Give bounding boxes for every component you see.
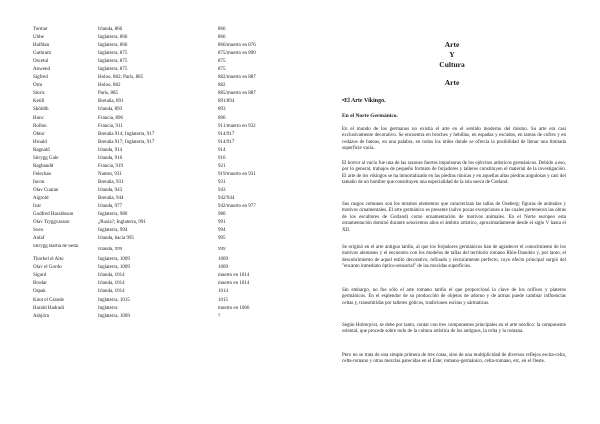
ruler-name: Ivar <box>33 204 42 210</box>
ruler-place: Irlanda, 1014 <box>98 281 125 287</box>
ruler-date: 1009 <box>218 257 228 263</box>
table-row <box>33 243 288 256</box>
ruler-name: Sigfred <box>33 75 48 81</box>
ruler-name: Oscetul <box>33 59 49 65</box>
ruler-table <box>33 26 288 321</box>
ruler-name: Asbjörn <box>33 313 50 319</box>
ruler-place: Holoo, 882 <box>98 83 121 89</box>
section-heading: •El Arte Vikingo. <box>342 98 386 104</box>
ruler-date: 911/muerto en 932 <box>218 123 256 129</box>
table-row <box>33 203 288 211</box>
table-row <box>33 171 288 179</box>
ruler-name: Rollon <box>33 123 47 129</box>
ruler-name: Brodar <box>33 281 47 287</box>
table-row <box>33 256 288 264</box>
ruler-name: Aigrold <box>33 195 49 201</box>
ruler-name: Tormar <box>33 27 48 32</box>
ruler-name: Sinric <box>33 91 45 97</box>
ruler-place: Irlanda, 977 <box>98 204 123 210</box>
ruler-place: Francia, 896 <box>98 115 123 121</box>
table-row <box>33 227 288 235</box>
ruler-place: Inglaterra, 875 <box>98 59 128 65</box>
ruler-place: Inglaterra, 994 <box>98 228 128 234</box>
ruler-name: Orm <box>33 83 43 89</box>
table-row <box>33 106 288 114</box>
ruler-place: Inglaterra, 1015 <box>98 297 130 303</box>
title-line-1: Arte <box>444 40 460 49</box>
ruler-date: 942/944 <box>218 195 235 201</box>
table-row <box>33 147 288 155</box>
ruler-name: Olav Cuaran <box>33 187 59 193</box>
paragraph-1: En el mundo de los germanos no existía el arte en el sentido moderno del mismo. Su arte era casi exclusivamente decorativo. Se encuentra en broches y hebillas, en espadas y escudos, en tareas de cofres y en cedazos de batoas, en una palabra, en todos los útiles donde se ofrecía la posibilidad de llenar una limitada superficie vacía. <box>342 127 566 152</box>
table-row <box>33 98 288 106</box>
ruler-date: 994 <box>218 228 226 234</box>
subsection-heading: En el Norte Germánico. <box>342 113 398 119</box>
ruler-name: Anlaf <box>33 236 45 242</box>
ruler-place: Inglaterra, 866 <box>98 35 128 41</box>
ruler-place: Irlanda, 866 <box>98 27 123 32</box>
ruler-place: Irlanda, 999 <box>98 247 123 253</box>
table-row <box>33 235 288 243</box>
table-row <box>33 26 288 34</box>
ruler-date: 866/muerto en 876 <box>218 43 256 49</box>
table-row <box>33 74 288 82</box>
ruler-date: 866 <box>218 27 226 32</box>
ruler-place: Inglaterra, 1069 <box>98 313 130 319</box>
ruler-date: 885/muerto en 887 <box>218 91 256 97</box>
ruler-place: Irlanda, 1014 <box>98 289 125 295</box>
table-row <box>33 305 288 313</box>
ruler-date: 875 <box>218 59 226 65</box>
ruler-place: Inglaterra, 875 <box>98 51 128 57</box>
ruler-name: Incon <box>33 179 45 185</box>
ruler-date: muerto en 1066 <box>218 305 250 311</box>
ruler-name: Ohtor <box>33 131 45 137</box>
ruler-place: Bretaña, 944 <box>98 195 124 201</box>
ruler-date: 914/917 <box>218 139 235 145</box>
ruler-place: Irlanda, hacia 995 <box>98 236 134 242</box>
table-row <box>33 264 288 272</box>
ruler-place: Francia, 919 <box>98 163 123 169</box>
ruler-place: Inglaterra, 1009 <box>98 265 130 271</box>
paragraph-5: Sin embargo, no fue sólo el arte romano tardío el que proporcionó la clave de los orífices y plateros germánicos. En el esplendor de su producción de objetos de adorno y de armas puede cambiar influencias celtas y, transmitidas por talleres góticos, tradiciones escitas y sármaticas. <box>342 288 566 306</box>
ruler-date: 914 <box>218 147 226 153</box>
ruler-date: 891/894 <box>218 99 235 105</box>
ruler-date: ? <box>218 313 221 319</box>
ruler-date: 980 <box>218 212 226 218</box>
ruler-date: 866 <box>218 35 226 41</box>
ruler-date: 875 <box>218 67 226 73</box>
ruler-date: 882 <box>218 83 226 89</box>
table-row <box>33 297 288 305</box>
ruler-name: Felechan <box>33 171 52 177</box>
table-row <box>33 179 288 187</box>
ruler-place: Nantes, 931 <box>98 171 122 177</box>
ruler-place: Inglaterra, 875 <box>98 67 128 73</box>
ruler-place: Irlanda, 914 <box>98 147 123 153</box>
ruler-name: Ragnald <box>33 147 50 153</box>
ruler-name: Olav el Gordo <box>33 265 62 271</box>
ruler-place: Bretaña 917; Inglaterra, 917 <box>98 139 155 145</box>
ruler-name: Ragbandd <box>33 163 54 169</box>
paragraph-4: Se originó en el arte antiguo tardío, al que los forjadores germánicos han de agradecer el conocimiento de los motivos alemanes y el encuentro con los modelos de tallas del territorio romano Rhin-Danubio y, por tanto, el descubrimiento de aquel estilo decorativo, refinado y técnicamente perfecto, cuyo efecto principal surgió del "encanto inmediato óptico-sensorial" de las movidas superficies. <box>342 245 566 270</box>
ruler-date: 875/muerto en 890 <box>218 51 256 57</box>
ruler-name: Ubbe <box>33 35 44 41</box>
ruler-name: Anwend <box>33 67 50 73</box>
table-row <box>33 66 288 74</box>
ruler-name: Ketill <box>33 99 45 105</box>
table-row <box>33 272 288 280</box>
ruler-place: ¿Rusia?; Inglaterra, 991 <box>98 220 146 226</box>
table-row <box>33 50 288 58</box>
ruler-place: Irlanda, 943 <box>98 187 123 193</box>
ruler-name: Hroald <box>33 139 47 145</box>
ruler-name: Sven <box>33 228 43 234</box>
table-row <box>33 313 288 321</box>
ruler-place: Inglaterra, 1009 <box>98 257 130 263</box>
ruler-date: 919/muerto en 931 <box>218 171 256 177</box>
ruler-place: Irlanda, 1014 <box>98 273 125 279</box>
ruler-place: Inglaterra <box>98 305 118 311</box>
ruler-date: 896 <box>218 115 226 121</box>
title-line-2: Y <box>449 50 455 59</box>
table-row <box>33 195 288 203</box>
table-row <box>33 82 288 90</box>
ruler-date: muerto en 1014 <box>218 273 250 279</box>
ruler-place: Bretaña 914; Inglaterra, 917 <box>98 131 155 137</box>
ruler-date: 1015 <box>218 297 228 303</box>
ruler-name: Sitrygg Gale <box>33 155 59 161</box>
table-row <box>33 58 288 66</box>
table-row <box>33 34 288 42</box>
ruler-name: Olav Tryggvasson <box>33 220 70 226</box>
table-row <box>33 131 288 139</box>
ruler-name: Halfdan <box>33 43 50 49</box>
table-row <box>33 288 288 296</box>
ruler-name: Knut el Grande <box>33 297 64 303</box>
table-row <box>33 155 288 163</box>
ruler-date: 882/muerto en 887 <box>218 75 256 81</box>
table-row <box>33 211 288 219</box>
ruler-name: Guthrum <box>33 51 52 57</box>
ruler-date: 995 <box>218 236 226 242</box>
ruler-place: Holoo, 882; París, 885 <box>98 75 144 81</box>
ruler-date: 921 <box>218 163 226 169</box>
ruler-name: Ospak <box>33 289 46 295</box>
ruler-date: 999 <box>218 247 226 253</box>
ruler-place: Inglaterra, 980 <box>98 212 128 218</box>
ruler-name: Godfred Haraldsson <box>33 212 74 218</box>
ruler-date: 943 <box>218 187 226 193</box>
ruler-date: 914/917 <box>218 131 235 137</box>
ruler-place: Irlanda, 893 <box>98 107 123 113</box>
paragraph-3: Sus rasgos comunes son los mismos elementos que caracterizan las tallas de Oseberg: figuras de animales y motivos ornamentales. El arte germánico es presente (salvo pocas excepciones a las cuales pertenecen las obras de los escultores de Gotland) como ornamentación de motivos animales. En el Norte europeo esta ornamentación dominó durante seiscientos años el ámbito artístico, aproximadamente desde el siglo V hasta el XII. <box>342 202 566 233</box>
ruler-date: 991 <box>218 220 226 226</box>
page-title <box>402 40 502 70</box>
section-title: Arte <box>444 78 460 87</box>
ruler-date: 893 <box>218 107 226 113</box>
table-row <box>33 139 288 147</box>
table-row <box>33 280 288 288</box>
ruler-name: Thorkel el Alto <box>33 257 64 263</box>
ruler-place: Bretaña, 891 <box>98 99 124 105</box>
ruler-date: 1014 <box>218 289 228 295</box>
table-row <box>33 163 288 171</box>
ruler-name: Sigurd <box>33 273 47 279</box>
ruler-date: 931 <box>218 179 226 185</box>
paragraph-7: Pero no se trata de una simple primera de tres cotas, sino de una multiplicidad de diversos reflejos escita-celta, celta-romano y otras mezclas parecidas en el Este; romano-germánico, celta-romano, etc, en el Oeste. <box>342 353 566 365</box>
ruler-place: Irlanda, 916 <box>98 155 123 161</box>
title-line-3: Cultura <box>439 60 465 69</box>
paragraph-6: Según Holmqvist, se debe por tanto, contar con tres componentes principales en el arte nórdico: la componente oriental, que procede sobre todo de la cultura artística de los antiguos, la celta y la romana. <box>342 323 566 335</box>
ruler-name: Sitrygg Barba de Seda <box>33 244 78 250</box>
table-row <box>33 90 288 98</box>
ruler-date: muerto en 1014 <box>218 281 250 287</box>
table-row <box>33 115 288 123</box>
ruler-date: 916 <box>218 155 226 161</box>
ruler-name: Sköldth <box>33 107 49 113</box>
table-row <box>33 219 288 227</box>
table-row <box>33 42 288 50</box>
table-row <box>33 123 288 131</box>
ruler-place: Inglaterra, 866 <box>98 43 128 49</box>
table-row <box>33 187 288 195</box>
paragraph-2: El horror al vacío fue una de las razones fuertes impulsoras de los ejércitos artísticos germánicos. Debido a eso, por lo general, trabajos de pequeño formato de forjadores y talleres constituyen el material de la investigación. El arte de los vikingos se ha inmortalizado en las piedras rúnicas y en aquellas altas piedras angulosas y casi del tamaño de un hombre que constituyen una especialidad de la isla sueca de Gotland. <box>342 161 566 186</box>
ruler-date: 1009 <box>218 265 228 271</box>
ruler-place: París, 885 <box>98 91 118 97</box>
ruler-date: 942/muerto en 977 <box>218 204 256 210</box>
ruler-name: Harald Hadradi <box>33 305 64 311</box>
ruler-name: Hunc <box>33 115 44 121</box>
ruler-place: Francia, 911 <box>98 123 123 129</box>
ruler-place: Bretaña, 931 <box>98 179 124 185</box>
